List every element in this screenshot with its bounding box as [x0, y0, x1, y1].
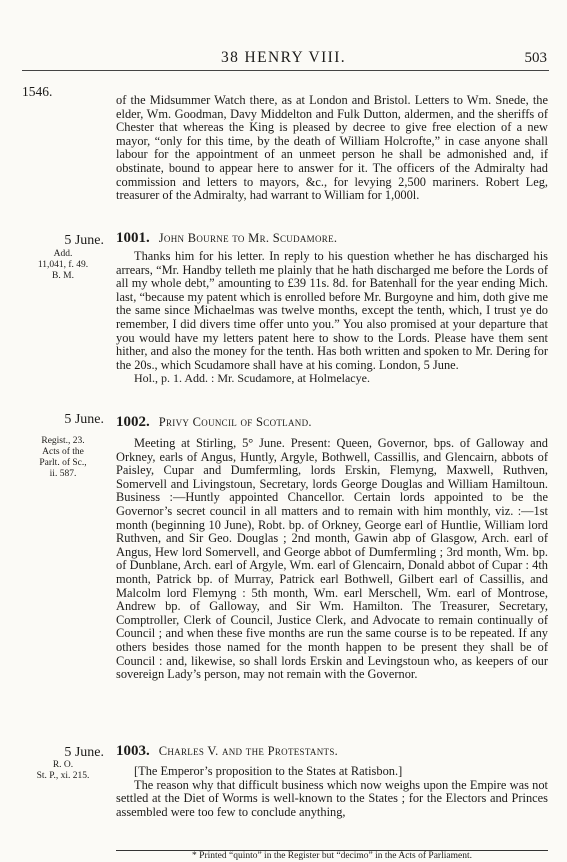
entry-date: 5 June.: [64, 233, 104, 248]
entry-source-reference: Add. 11,041, f. 49. B. M.: [37, 249, 89, 281]
entry-heading: [116, 414, 312, 431]
entry-date: 5 June.: [64, 745, 104, 760]
continued-entry-text: of the Midsummer Watch there, as at London and Bristol. Letters to Wm. Snede, the elder, Wm. Goodman, Davy Middelton and Fulk Dutton, aldermen, and the sheriffs of Chester that whereas the King is pleased by decree to give free election of a new mayor, “only for this time, by the death of William Holcrofte,” in case anyone shall labour for the appointment of an unmeet person he shall be admonished and, if obstinate, bound to appear here to answer for it. The officers of the Admiralty had commission and letters to mayors, &c., for levying 2,500 mariners. Robert Leg, treasurer of the Admiralty, had warrant to William for 1,000l.: [116, 93, 548, 203]
entry-endorsement: Hol., p. 1. Add. : Mr. Scudamore, at Holmelacye.: [134, 371, 370, 386]
page-number: 503: [524, 50, 547, 66]
entry-heading: [116, 743, 338, 760]
entry-title: John Bourne to Mr. Scudamore.: [158, 231, 338, 245]
entry-number: 1003.: [116, 743, 150, 759]
entry-number: 1002.: [116, 414, 150, 430]
entry-body: Meeting at Stirling, 5° June. Present: Queen, Governor, bps. of Galloway and Orkney, earls of Angus, Huntly, Argyle, Bothwell, Cassillis, and Glencairn, abbots of Paisley, Cupar and Dumfermling, lords Erskin, Flemyng, Maxwell, Ruthven, Somervell and Livingstoun, Secretary, lords George Douglas and William Hamiltoun. Business :—Huntly appointed Chancellor. Certain lords appointed to be the Governor’s secret council in all matters and to remain with him monthly, viz. :—1st month (beginning 10 June), Robt. bp. of Orkney, George earl of Huntlie, William lord Ruthven, and Sir Geo. Douglas ; 2nd month, Gawin abp of Glasgow, Arch. earl of Angus, Hew lord Somervell, and George abbot of Dumfermling ; 3rd month, Wm. bp. of Dunblane, Arch. earl of Argyle, Wm. earl of Glencairn, Donald abbot of Cupar : 4th month, Patrick bp. of Murray, Patrick earl Bothwell, Gilbert earl of Cassillis, and Malcolm lord Flemyng : 5th month, Wm. earl Merschell, Wm. earl of Montrose, Andrew bp. of Galloway, and Sir Wm. Hamilton. The Treasurer, Secretary, Comptroller, Clerk of Council, Justice Clerk, and Advocate to remain continually of Council ; and when these five months are run the same course is to be repeated. If any others besides those named for the month happen to be present they shall be of Council : and, likewise, so shall lords Erskin and Levingstoun who, as keepers of our sovereign Lady’s person, may not remain with the Governor.: [116, 436, 548, 682]
entry-source-reference: R. O. St. P., xi. 215.: [36, 760, 90, 781]
entry-date: 5 June.: [64, 412, 104, 427]
running-title: 38 HENRY VIII.: [220, 49, 347, 66]
year-marginal: 1546.: [22, 84, 53, 99]
header-rule: [22, 70, 549, 71]
entry-title: Privy Council of Scotland.: [158, 415, 312, 429]
entry-subtitle: [The Emperor’s proposition to the States at Ratisbon.]: [134, 764, 403, 778]
running-header: [0, 49, 567, 69]
entry-body: [The Emperor’s proposition to the States at Ratisbon.] The reason why that difficult business which now weighs upon the Empire was not settled at the Diet of Worms is well-known to the States ; for the Electors and Princes assembled were too few to conclude anything,: [116, 764, 548, 819]
entry-source-reference: Regist., 23. Acts of the Parlt. of Sc., ii. 587.: [39, 436, 87, 479]
entry-body: Thanks him for his letter. In reply to his question whether he has discharged his arrears, “Mr. Handby telleth me plainly that he hath discharged me before the Lords of all my whole debt,” amounting to £39 11s. 8d. for Batenhall for the year ending Mich. last, “because my patent which is enrolled before Mr. Burgoyne and him, doth give me the same since Michaelmas was twelve months, except the tenth, which, I trust ye do remember, I did divers time offer unto you.” You also promised at your departure that you would have my letters patent here to show to the Lords. Please have them sent hither, and also the money for the tenth. Has both written and spoken to Mr. Dering for the 20s., which Scudamore shall have at his coming. London, 5 June. Hol., p. 1. Add. : Mr. Scudamore, at Holmelacye.: [116, 249, 548, 386]
footnote: * Printed “quinto” in the Register but “decimo” in the Acts of Parliament.: [192, 851, 472, 861]
entry-title: Charles V. and the Protestants.: [158, 744, 339, 758]
entry-heading: [116, 230, 337, 247]
entry-number: 1001.: [116, 230, 150, 246]
